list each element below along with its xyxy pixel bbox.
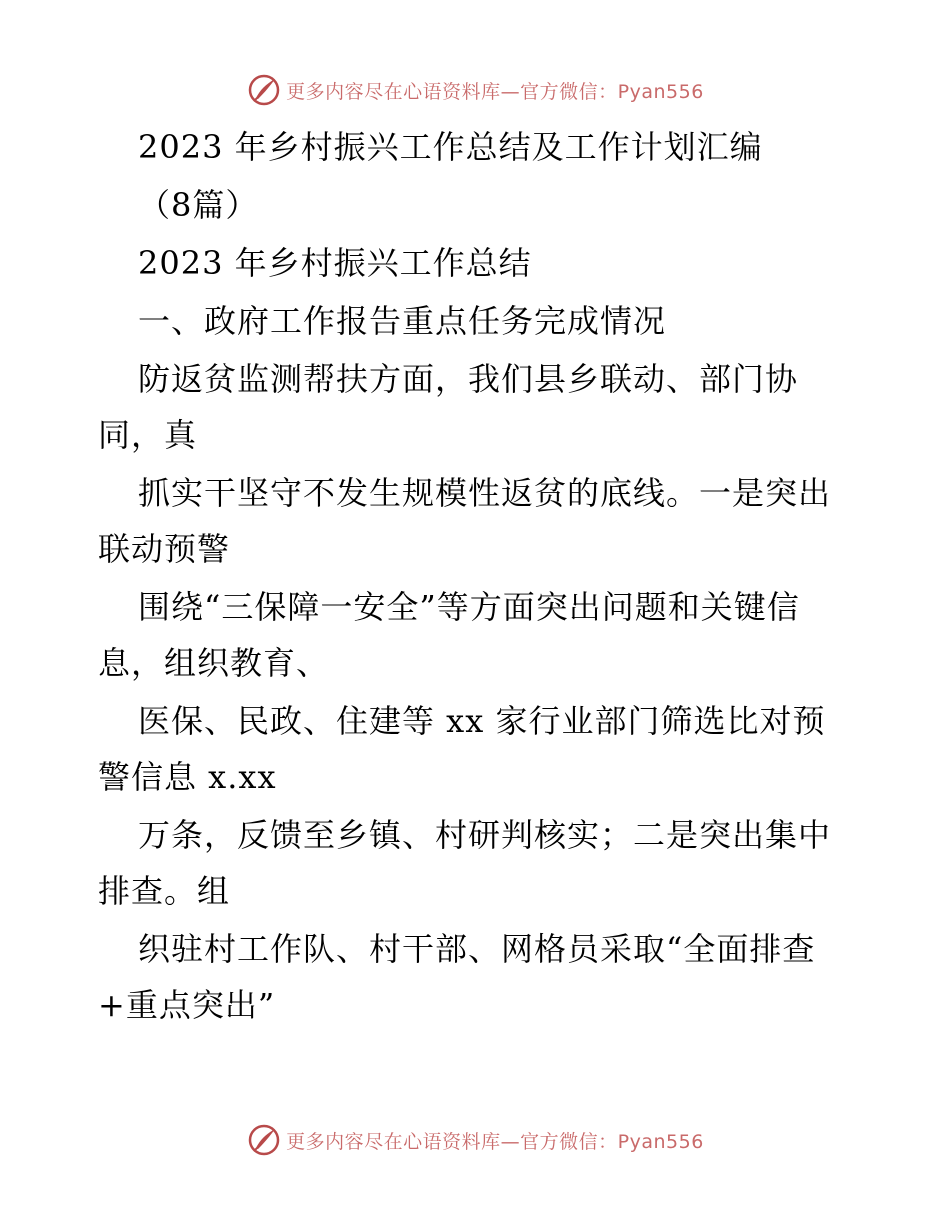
footer-watermark xyxy=(0,1118,950,1162)
paragraph-line: 排查。组 xyxy=(98,872,231,910)
document-title-line-2: （8篇） xyxy=(138,186,259,224)
watermark-text: 更多内容尽在心语资料库—官方微信：Pyan556 xyxy=(286,80,704,103)
document-body xyxy=(98,118,868,1034)
paragraph-line: 万条，反馈至乡镇、村研判核实；二是突出集中 xyxy=(138,816,832,854)
paragraph-line: 围绕“三保障一安全”等方面突出问题和关键信 xyxy=(138,588,800,626)
paragraph-line: 防返贫监测帮扶方面，我们县乡联动、部门协 xyxy=(138,360,799,398)
paragraph-line: 同，真 xyxy=(98,416,198,454)
feather-pen-logo-icon xyxy=(246,1122,282,1158)
subsection-heading: 一、政府工作报告重点任务完成情况 xyxy=(138,302,667,340)
paragraph-line: 织驻村工作队、村干部、网格员采取“全面排查 xyxy=(138,930,816,968)
paragraph-line: 抓实干坚守不发生规模性返贫的底线。一是突出 xyxy=(138,474,832,512)
watermark-text: 更多内容尽在心语资料库—官方微信：Pyan556 xyxy=(286,1130,704,1153)
paragraph-line: 医保、民政、住建等 xx 家行业部门筛选比对预 xyxy=(138,702,826,740)
header-watermark xyxy=(0,68,950,112)
feather-pen-logo-icon xyxy=(246,72,282,108)
document-title-line-1: 2023 年乡村振兴工作总结及工作计划汇编 xyxy=(138,128,763,166)
paragraph-line: 息，组织教育、 xyxy=(98,644,330,682)
paragraph-line: +重点突出” xyxy=(98,986,276,1024)
paragraph-line: 警信息 x.xx xyxy=(98,758,277,796)
paragraph-line: 联动预警 xyxy=(98,530,231,568)
section-title: 2023 年乡村振兴工作总结 xyxy=(138,244,532,282)
